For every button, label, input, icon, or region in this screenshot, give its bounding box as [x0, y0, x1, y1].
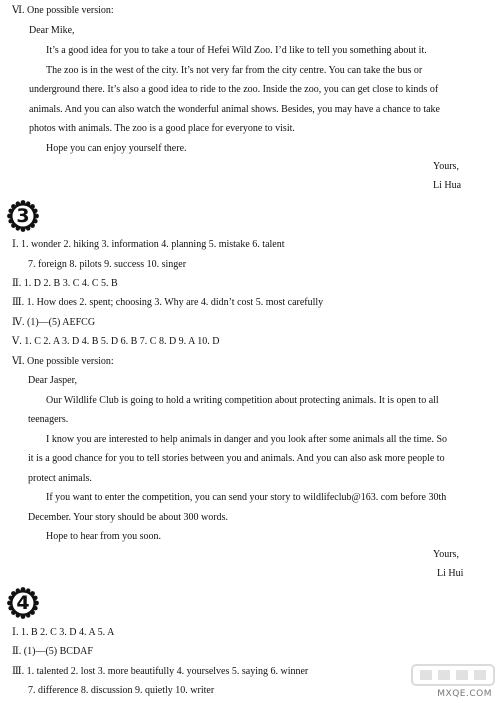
letter-line: protect animals.: [28, 473, 92, 484]
letter-line: It’s a good idea for you to take a tour of Hefei Wild Zoo. I’d like to tell you something about it.: [46, 45, 427, 56]
letter-line: Hope you can enjoy yourself there.: [46, 143, 187, 154]
unit-3-number: 3: [16, 204, 30, 227]
letter-signature: Li Hua: [433, 180, 462, 191]
watermark-text: MXQE.COM: [437, 689, 492, 699]
answer-line: Ⅴ. 1. C 2. A 3. D 4. B 5. D 6. B 7. C 8. D 9. A 10. D: [12, 336, 220, 347]
letter-closing: Yours,: [433, 549, 459, 560]
answer-line: 7. foreign 8. pilots 9. success 10. singer: [28, 259, 187, 270]
letter-salutation: Dear Jasper,: [28, 375, 78, 386]
letter-line: teenagers.: [28, 414, 69, 425]
letter-line: it is a good chance for you to tell stories between you and animals. And you can also ask more people to: [28, 453, 445, 464]
answer-line: Ⅳ. (1)—(5) AEFCG: [12, 317, 96, 328]
letter-signature: Li Hui: [437, 568, 464, 579]
unit-4-badge: [7, 587, 39, 619]
letter-line: If you want to enter the competition, you can send your story to wildlifeclub@163. com before 30th: [46, 492, 447, 503]
answer-line: Ⅲ. 1. How does 2. spent; choosing 3. Why are 4. didn’t cost 5. most carefully: [12, 297, 324, 308]
section-vi-heading: Ⅵ. One possible version:: [12, 5, 114, 16]
letter-line: Hope to hear from you soon.: [46, 531, 161, 542]
letter-line: photos with animals. The zoo is a good place for everyone to visit.: [29, 123, 295, 134]
answer-line: Ⅰ. 1. wonder 2. hiking 3. information 4. planning 5. mistake 6. talent: [12, 239, 285, 250]
answer-line: 7. difference 8. discussion 9. quietly 10. writer: [28, 685, 215, 696]
letter-salutation: Dear Mike,: [29, 25, 75, 36]
unit-3-badge: [7, 200, 39, 232]
letter-line: animals. And you can also watch the wonderful animal shows. Besides, you may have a chance to take: [29, 104, 440, 115]
letter-line: I know you are interested to help animals in danger and you look after some animals all the time. So: [46, 434, 448, 445]
answer-line: Ⅱ. (1)—(5) BCDAF: [12, 646, 93, 657]
letter-line: December. Your story should be about 300 words.: [28, 512, 228, 523]
unit-4-number: 4: [16, 591, 30, 614]
section-vi-heading: Ⅵ. One possible version:: [12, 356, 114, 367]
answer-line: Ⅲ. 1. talented 2. lost 3. more beautifully 4. yourselves 5. saying 6. winner: [12, 666, 309, 677]
letter-line: Our Wildlife Club is going to hold a writing competition about protecting animals. It is open to all: [46, 395, 439, 406]
answer-line: Ⅰ. 1. B 2. C 3. D 4. A 5. A: [12, 627, 115, 638]
letter-line: The zoo is in the west of the city. It’s not very far from the city centre. You can take the bus or: [46, 65, 423, 76]
letter-closing: Yours,: [433, 161, 459, 172]
letter-line: underground there. It’s also a good idea to ride to the zoo. Inside the zoo, you can get close to kinds of: [29, 84, 439, 95]
answer-line: Ⅱ. 1. D 2. B 3. C 4. C 5. B: [12, 278, 118, 289]
